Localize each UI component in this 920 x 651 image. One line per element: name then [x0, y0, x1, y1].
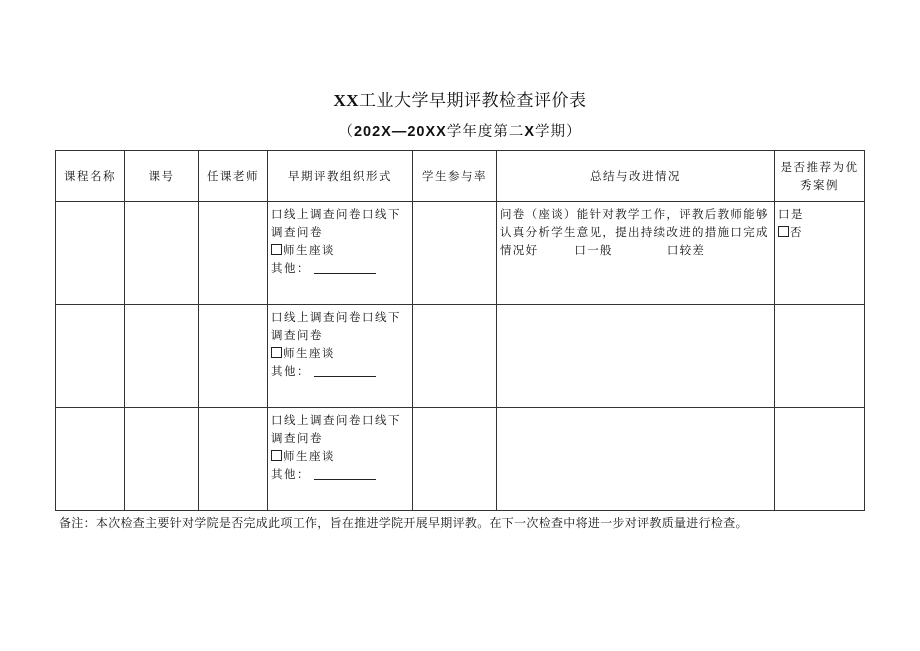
participation-rate-cell[interactable] — [413, 305, 497, 408]
option-survey-continued: 调查问卷 — [271, 225, 323, 239]
participation-rate-cell[interactable] — [413, 408, 497, 511]
option-general[interactable]: 口一般 — [574, 243, 613, 257]
other-blank-field[interactable] — [314, 262, 376, 274]
option-other-label: 其他： — [271, 364, 310, 378]
course-name-cell[interactable] — [56, 408, 125, 511]
title-prefix: XX — [333, 91, 360, 110]
evaluation-form-cell — [268, 408, 413, 511]
course-number-cell[interactable] — [125, 202, 199, 305]
other-blank-field[interactable] — [314, 468, 376, 480]
option-survey-continued: 调查问卷 — [271, 431, 323, 445]
option-symposium-label: 师生座谈 — [283, 243, 335, 257]
header-evaluation-form: 早期评教组织形式 — [268, 151, 413, 202]
header-course-name: 课程名称 — [56, 151, 125, 202]
checkbox-icon[interactable] — [778, 226, 789, 237]
participation-rate-cell[interactable] — [413, 202, 497, 305]
option-other — [271, 465, 409, 483]
header-row — [56, 151, 865, 202]
course-name-cell[interactable] — [56, 202, 125, 305]
option-survey-continued: 调查问卷 — [271, 328, 323, 342]
header-recommend: 是否推荐为优秀案例 — [775, 151, 865, 202]
option-other — [271, 362, 409, 380]
header-course-number: 课号 — [125, 151, 199, 202]
table-row — [56, 305, 865, 408]
option-symposium[interactable] — [271, 447, 409, 465]
other-blank-field[interactable] — [314, 365, 376, 377]
option-no[interactable] — [778, 223, 861, 241]
checkbox-icon[interactable] — [271, 244, 282, 255]
option-online-offline-survey[interactable]: 口线上调查问卷口线下 — [271, 310, 401, 324]
evaluation-form-cell — [268, 305, 413, 408]
form-title — [0, 86, 920, 111]
option-online-offline-survey[interactable]: 口线上调查问卷口线下 — [271, 207, 401, 221]
form-subtitle — [0, 120, 920, 141]
option-no-label: 否 — [790, 225, 803, 239]
checkbox-icon[interactable] — [271, 450, 282, 461]
option-poor[interactable]: 口较差 — [666, 243, 706, 257]
course-number-cell[interactable] — [125, 305, 199, 408]
subtitle-open: （ — [338, 124, 354, 140]
option-other-label: 其他： — [271, 261, 310, 275]
evaluation-form-cell — [268, 202, 413, 305]
option-online-offline-survey[interactable]: 口线上调查问卷口线下 — [271, 413, 401, 427]
option-symposium[interactable] — [271, 241, 409, 259]
summary-text: 问卷（座谈）能针对教学工作，评教后教师能够认真分析学生意见，提出持续改进的措施口完成情况好 — [500, 207, 769, 257]
course-number-cell[interactable] — [125, 408, 199, 511]
subtitle-close: 学期） — [535, 124, 582, 140]
recommend-cell[interactable] — [775, 408, 865, 511]
option-other — [271, 259, 409, 277]
header-teacher: 任课老师 — [199, 151, 268, 202]
option-yes[interactable]: 口是 — [778, 207, 804, 221]
option-symposium[interactable] — [271, 344, 409, 362]
summary-cell[interactable] — [497, 305, 775, 408]
footnote: 备注：本次检查主要针对学院是否完成此项工作，旨在推进学院开展早期评教。在下一次检查中将进一步对评教质量进行检查。 — [59, 516, 748, 530]
table-row — [56, 408, 865, 511]
recommend-cell[interactable] — [775, 305, 865, 408]
summary-cell[interactable] — [497, 408, 775, 511]
option-symposium-label: 师生座谈 — [283, 449, 335, 463]
teacher-cell[interactable] — [199, 408, 268, 511]
teacher-cell[interactable] — [199, 305, 268, 408]
header-participation-rate: 学生参与率 — [413, 151, 497, 202]
academic-year: 202X—20XX — [353, 124, 447, 140]
course-name-cell[interactable] — [56, 305, 125, 408]
table-row — [56, 202, 865, 305]
title-text: 工业大学早期评教检查评价表 — [359, 91, 587, 111]
summary-cell — [497, 202, 775, 305]
teacher-cell[interactable] — [199, 202, 268, 305]
term-number: X — [524, 124, 535, 140]
evaluation-table — [55, 150, 865, 511]
subtitle-mid: 学年度第二 — [446, 124, 525, 140]
recommend-cell — [775, 202, 865, 305]
header-summary: 总结与改进情况 — [497, 151, 775, 202]
option-symposium-label: 师生座谈 — [283, 346, 335, 360]
checkbox-icon[interactable] — [271, 347, 282, 358]
option-other-label: 其他： — [271, 467, 310, 481]
